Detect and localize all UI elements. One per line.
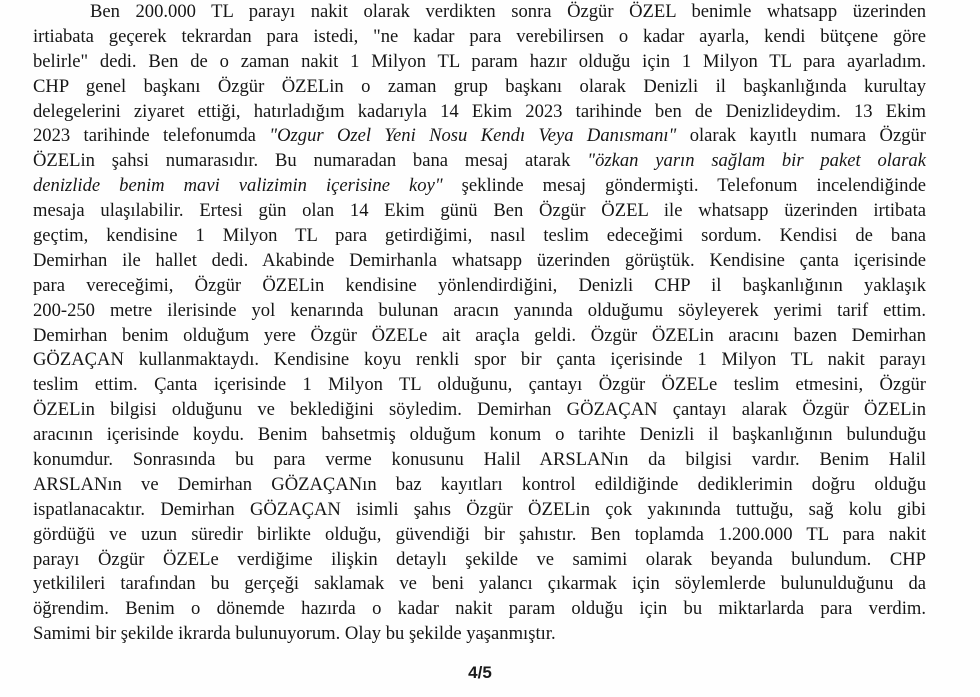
- text-line: [33, 548, 926, 573]
- text-line: [33, 597, 926, 622]
- text-line: [33, 249, 926, 274]
- text-line: [33, 124, 926, 149]
- text-segment: aracının içerisinde koydu. Benim bahsetmiş olduğum konum o tarihte Denizli il başkanlığının bulunduğu: [33, 424, 926, 446]
- text-segment: GÖZAÇAN kullanmaktaydı. Kendisine koyu renkli spor bir çanta içerisinde 1 Milyon TL nakit parayı: [33, 349, 926, 371]
- text-segment: geçtim, kendisine 1 Milyon TL para getirdiğimi, nasıl teslim edeceğimi sordum. Kendisi de bana: [33, 225, 926, 247]
- text-segment: 200-250 metre ilerisinde yol kenarında bulunan aracın yanında olduğumu söyleyerek yerimi tarif ettim.: [33, 299, 926, 321]
- text-line: [33, 149, 926, 174]
- text-segment: şeklinde mesaj göndermişti. Telefonum incelendiğinde: [442, 175, 926, 197]
- statement-body: [33, 0, 926, 647]
- text-line: [33, 100, 926, 125]
- text-segment: delegelerini ziyaret ettiği, hatırladığım kadarıyla 14 Ekim 2023 tarihinde ben de Denizlideydim. 13 Ekim: [33, 100, 926, 122]
- text-segment: irtiabata geçerek tekrardan para istedi, "ne kadar para verebilirsen o kadar ayarla, kendi bütçene göre: [33, 25, 926, 47]
- text-line: [33, 0, 926, 25]
- quoted-text: "Ozgur Ozel Yeni Nosu Kendı Veya Danısmanı": [269, 125, 677, 147]
- text-segment: ÖZELin bilgisi olduğunu ve beklediğini söyledim. Demirhan GÖZAÇAN çantayı alarak Özgür ÖZELin: [33, 399, 926, 421]
- text-line: [33, 448, 926, 473]
- text-segment: olarak kayıtlı numara Özgür: [676, 125, 926, 147]
- text-line: [33, 572, 926, 597]
- quoted-text: denizlide benim mavi valizimin içerisine koy": [33, 175, 443, 197]
- text-line: [33, 523, 926, 548]
- text-segment: gördüğü ve uzun süredir birlikte olduğu, güvendiği bir şahıstır. Ben toplamda 1.200.000 TL para nakit: [33, 523, 926, 545]
- text-line: [33, 423, 926, 448]
- text-segment: mesaja ulaşılabilir. Ertesi gün olan 14 Ekim günü Ben Özgür ÖZEL ile whatsapp üzerinden irtibata: [33, 200, 926, 222]
- text-segment: konumdur. Sonrasında bu para verme konusunu Halil ARSLANın da bilgisi vardır. Benim Halil: [33, 449, 926, 471]
- text-segment: ARSLANın ve Demirhan GÖZAÇANın baz kayıtları kontrol edildiğinde dediklerimin doğru olduğu: [33, 473, 926, 495]
- text-line: [33, 274, 926, 299]
- text-line: [33, 50, 926, 75]
- text-segment: Demirhan ile hallet dedi. Akabinde Demirhanla whatsapp üzerinden görüştük. Kendisine çanta içerisinde: [33, 249, 926, 271]
- text-segment: ÖZELin şahsi numarasıdır. Bu numaradan bana mesaj atarak: [33, 150, 588, 172]
- text-line: [33, 174, 926, 199]
- quoted-text: "özkan yarın sağlam bir paket olarak: [587, 150, 926, 172]
- text-segment: belirle" dedi. Ben de o zaman nakit 1 Milyon TL param hazır olduğu için 1 Milyon TL para ayarladım.: [33, 50, 926, 72]
- text-segment: yetkilileri tarafından bu gerçeği saklamak ve beni yalancı çıkarmak için söylemlerde bulunulduğunu da: [33, 573, 926, 595]
- text-segment: Demirhan benim olduğum yere Özgür ÖZELe ait araçla geldi. Özgür ÖZELin aracını bazen Demirhan: [33, 324, 926, 346]
- text-segment: öğrendim. Benim o dönemde hazırda o kadar nakit param olduğu için bu miktarlarda para verdim.: [33, 598, 926, 620]
- page-number: 4/5: [468, 663, 492, 682]
- text-segment: para vereceğimi, Özgür ÖZELin kendisine yönlendirdiğini, Denizli CHP il başkanlığının yaklaşık: [33, 274, 926, 296]
- text-segment: CHP genel başkanı Özgür ÖZELin o zaman grup başkanı olarak Denizli il başkanlığında kurultay: [33, 75, 926, 97]
- text-segment: parayı Özgür ÖZELe verdiğime ilişkin detaylı şekilde ve samimi olarak beyanda bulundum. CHP: [33, 548, 926, 570]
- text-line: [33, 373, 926, 398]
- page-footer: [0, 663, 980, 683]
- text-line: [33, 75, 926, 100]
- text-line: [33, 498, 926, 523]
- text-line: [33, 224, 926, 249]
- text-line: [33, 299, 926, 324]
- text-segment: Ben 200.000 TL parayı nakit olarak verdikten sonra Özgür ÖZEL benimle whatsapp üzerinden: [90, 1, 926, 22]
- text-line: [33, 324, 926, 349]
- text-line: [33, 199, 926, 224]
- text-segment: teslim ettim. Çanta içerisinde 1 Milyon TL olduğunu, çantayı Özgür ÖZELe teslim etmesini, Özgür: [33, 374, 926, 396]
- text-line: [33, 398, 926, 423]
- text-segment: Samimi bir şekilde ikrarda bulunuyorum. Olay bu şekilde yaşanmıştır.: [33, 623, 556, 645]
- text-line: [33, 622, 926, 647]
- text-line: [33, 348, 926, 373]
- text-line: [33, 473, 926, 498]
- text-segment: ispatlanacaktır. Demirhan GÖZAÇAN isimli şahıs Özgür ÖZELin çok yakınında tuttuğu, sağ kolu gibi: [33, 498, 926, 520]
- text-line: [33, 25, 926, 50]
- text-segment: 2023 tarihinde telefonumda: [33, 125, 270, 147]
